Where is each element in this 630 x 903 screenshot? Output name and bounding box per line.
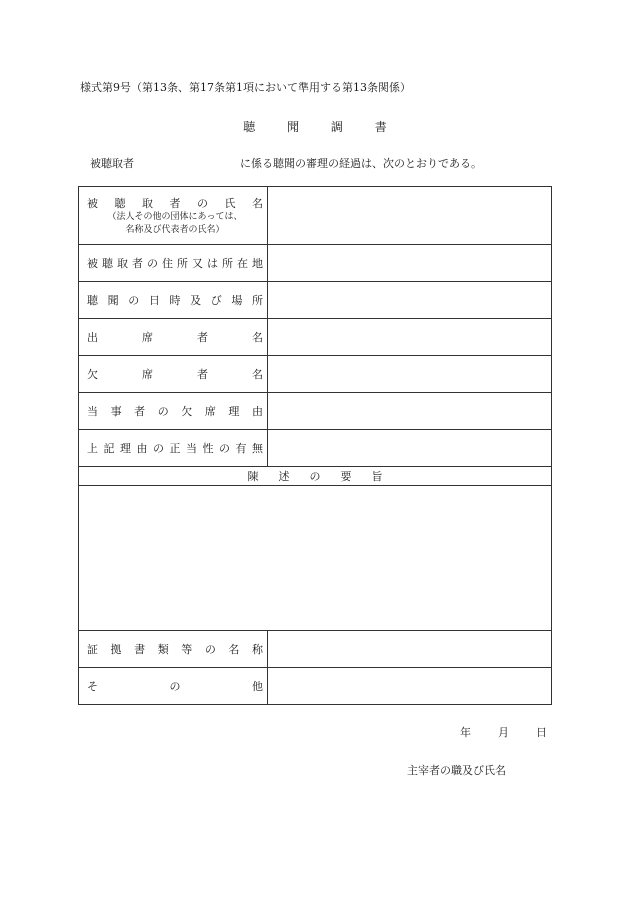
row-reason-validity xyxy=(79,430,552,467)
row-address-value[interactable] xyxy=(268,245,552,282)
row-evidence-label: 証拠書類等の名称 xyxy=(87,643,263,656)
row-reason-validity-label: 上記理由の正当性の有無 xyxy=(87,442,263,455)
row-address-label: 被聴取者の住所又は所在地 xyxy=(87,257,263,270)
row-address-label-cell xyxy=(79,245,268,282)
row-evidence xyxy=(79,631,552,668)
row-name xyxy=(79,187,552,245)
row-reason-validity-value[interactable] xyxy=(268,430,552,467)
row-attendees-label-cell xyxy=(79,319,268,356)
date-month: 月 xyxy=(498,726,509,739)
row-evidence-label-cell xyxy=(79,631,268,668)
row-name-note-2: 名称及び代表者の氏名） xyxy=(125,224,225,235)
row-statement-body xyxy=(79,486,552,631)
row-absence-reason-label: 当事者の欠席理由 xyxy=(87,405,263,418)
row-name-value[interactable] xyxy=(268,187,552,245)
row-evidence-value[interactable] xyxy=(268,631,552,668)
hearing-record-table xyxy=(78,186,552,705)
row-absentees-value[interactable] xyxy=(268,356,552,393)
row-other-value[interactable] xyxy=(268,668,552,705)
row-absence-reason-label-cell xyxy=(79,393,268,430)
row-attendees-label: 出席者名 xyxy=(87,331,263,344)
statement-header: 陳述の要旨 xyxy=(79,467,552,486)
intro-subject-label: 被聴取者 xyxy=(90,157,134,170)
row-attendees-value[interactable] xyxy=(268,319,552,356)
presider-label: 主宰者の職及び氏名 xyxy=(407,764,506,777)
row-attendees xyxy=(79,319,552,356)
date-line xyxy=(460,724,574,740)
row-address xyxy=(79,245,552,282)
statement-body[interactable] xyxy=(79,486,552,631)
date-day: 日 xyxy=(536,726,547,739)
row-absence-reason-value[interactable] xyxy=(268,393,552,430)
row-reason-validity-label-cell xyxy=(79,430,268,467)
form-id: 様式第9号（第13条、第17条第1項において準用する第13条関係） xyxy=(80,81,411,94)
row-name-note-1: （法人その他の団体にあっては、 xyxy=(107,211,243,222)
row-datetime-label: 聴聞の日時及び場所 xyxy=(87,294,263,307)
document-title: 聴 聞 調 書 xyxy=(243,120,401,134)
row-absentees-label-cell xyxy=(79,356,268,393)
row-datetime-label-cell xyxy=(79,282,268,319)
row-other xyxy=(79,668,552,705)
row-datetime xyxy=(79,282,552,319)
row-other-label-cell xyxy=(79,668,268,705)
intro-text: に係る聴聞の審理の経過は、次のとおりである。 xyxy=(240,157,482,170)
row-statement-header xyxy=(79,467,552,486)
row-other-label: その他 xyxy=(87,680,263,693)
date-year: 年 xyxy=(460,726,471,739)
row-datetime-value[interactable] xyxy=(268,282,552,319)
row-name-label: 被聴取者の氏名 xyxy=(87,196,263,210)
row-absentees-label: 欠席者名 xyxy=(87,368,263,381)
row-absentees xyxy=(79,356,552,393)
row-absence-reason xyxy=(79,393,552,430)
row-name-label-cell xyxy=(79,187,268,245)
